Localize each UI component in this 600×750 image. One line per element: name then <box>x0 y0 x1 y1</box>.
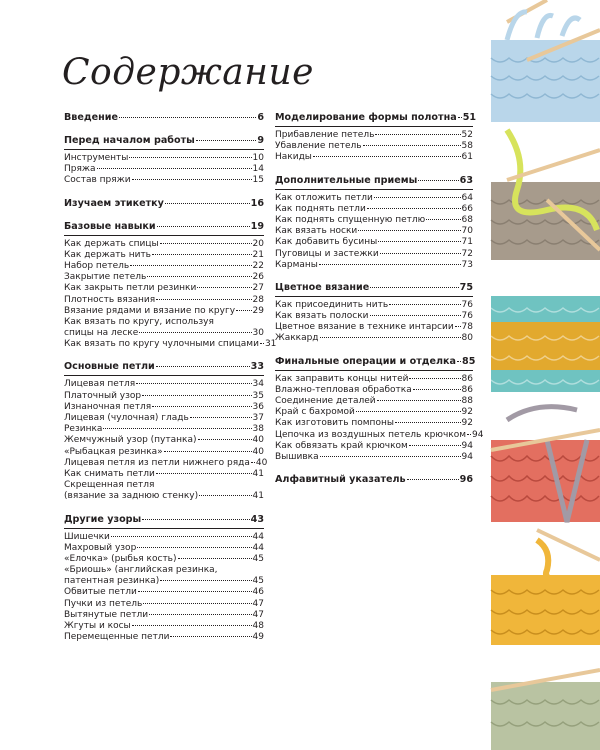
toc-section <box>275 355 484 464</box>
dot-leader <box>198 439 252 440</box>
gold-swatch-illustration <box>491 530 600 645</box>
page-number: 96 <box>459 474 473 486</box>
entry-title: Скрещенная петля <box>64 480 155 491</box>
page-number: 45 <box>252 576 264 587</box>
entry-title: Цепочка из воздушных петель крючком <box>275 429 466 440</box>
entry-title: Платочный узор <box>64 390 142 401</box>
page-number: 47 <box>252 598 264 609</box>
page-number: 94 <box>461 451 473 462</box>
section-title: Цветное вязание <box>275 281 370 293</box>
dot-leader <box>156 366 250 367</box>
dot-leader <box>380 253 461 254</box>
toc-entry <box>64 295 264 306</box>
toc-entry <box>275 374 473 385</box>
toc-section-heading <box>275 474 473 486</box>
toc-entry <box>275 249 473 260</box>
page-number: 78 <box>461 322 473 333</box>
knitting-illustration-strip <box>487 0 600 750</box>
entry-title: Резинка <box>64 424 103 435</box>
toc-entry <box>275 215 473 226</box>
section-title: Основные петли <box>64 361 155 373</box>
dot-leader <box>197 287 251 288</box>
page-number: 94 <box>461 440 473 451</box>
dot-leader <box>199 495 251 496</box>
toc-entry <box>275 193 473 204</box>
toc-entry <box>64 391 264 402</box>
toc-entry <box>275 226 473 237</box>
dot-leader <box>160 580 251 581</box>
page-number: 58 <box>461 141 473 152</box>
page-number: 33 <box>250 361 264 373</box>
dot-leader <box>377 400 461 401</box>
section-title: Базовые навыки <box>64 220 156 232</box>
toc-entry <box>275 418 473 429</box>
toc-section-heading <box>64 514 264 529</box>
toc-entry <box>275 333 473 344</box>
dot-leader <box>320 337 461 338</box>
entry-title: Лицевая петля из петли нижнего ряда <box>64 457 250 468</box>
dot-leader <box>138 591 252 592</box>
dot-leader <box>97 168 252 169</box>
entry-title: Пучки из петель <box>64 598 143 609</box>
section-title: Введение <box>64 112 119 123</box>
dot-leader <box>260 343 264 344</box>
dot-leader <box>251 462 255 463</box>
toc-entry <box>275 311 473 322</box>
entry-title: Карманы <box>275 259 318 270</box>
dot-leader <box>129 157 251 158</box>
page-number: 27 <box>252 283 264 294</box>
toc-entry <box>275 452 473 463</box>
dot-leader <box>170 636 251 637</box>
page-number: 19 <box>250 220 264 232</box>
blue-swatch-illustration <box>491 0 600 122</box>
entry-title: «Елочка» (рыбья кость) <box>64 553 177 564</box>
toc-entry <box>275 204 473 215</box>
page-number: 40 <box>252 446 264 457</box>
toc-section <box>64 514 264 644</box>
page-number: 47 <box>252 609 264 620</box>
page-number: 6 <box>257 112 264 123</box>
toc-entry <box>64 175 264 186</box>
page-number: 85 <box>462 355 476 367</box>
toc-right-column <box>275 112 484 497</box>
page-number: 26 <box>252 272 264 283</box>
dot-leader <box>363 145 461 146</box>
page-number: 80 <box>461 333 473 344</box>
entry-title: Плотность вязания <box>64 294 156 305</box>
entry-title: Махровый узор <box>64 542 137 553</box>
dot-leader <box>139 332 251 333</box>
toc-section-heading <box>64 198 264 210</box>
toc-section-heading <box>64 361 264 376</box>
toc-entry <box>64 543 264 554</box>
entry-title: Как обвязать край крючком <box>275 440 408 451</box>
dot-leader <box>149 614 251 615</box>
entry-title: Жемчужный узор (путанка) <box>64 435 197 446</box>
toc-section <box>64 112 264 124</box>
page-number: 29 <box>252 305 264 316</box>
page-number: 28 <box>252 294 264 305</box>
toc-section <box>275 282 473 345</box>
dot-leader <box>418 180 458 181</box>
entry-title: Как вязать по кругу чулочными спицами <box>64 339 259 350</box>
toc-entry <box>64 469 264 480</box>
dot-leader <box>409 445 461 446</box>
entry-title: Обвитые петли <box>64 587 137 598</box>
entry-title: Как поднять спущенную петлю <box>275 214 426 225</box>
entry-title: Влажно-тепловая обработка <box>275 384 412 395</box>
dot-leader <box>395 422 461 423</box>
entry-title: Закрытие петель <box>64 272 147 283</box>
toc-section-heading <box>275 282 473 297</box>
dot-leader <box>313 156 461 157</box>
page-number: 41 <box>252 491 264 502</box>
entry-title: Жгуты и косы <box>64 621 131 631</box>
toc-entry <box>64 610 264 621</box>
dot-leader <box>152 254 252 255</box>
page-number: 63 <box>459 174 473 186</box>
entry-title: Инструменты <box>64 153 129 163</box>
toc-section-heading <box>64 135 264 150</box>
coral-swatch-illustration <box>491 407 600 522</box>
toc-section <box>64 361 268 502</box>
dot-leader <box>164 451 252 452</box>
toc-entry <box>275 130 473 141</box>
toc-entry <box>64 532 264 543</box>
dot-leader <box>160 243 252 244</box>
toc-entry <box>275 407 473 418</box>
page-number: 40 <box>255 457 268 468</box>
page-number: 21 <box>252 249 264 260</box>
dot-leader <box>165 203 250 204</box>
toc-entry-continuation <box>64 328 264 339</box>
toc-entry <box>64 480 264 491</box>
page-number: 92 <box>461 407 473 418</box>
dot-leader <box>156 473 252 474</box>
page-number: 38 <box>252 424 264 435</box>
entry-title: Как закрыть петли резинки <box>64 283 197 294</box>
page-number: 14 <box>252 164 264 175</box>
entry-title: Как добавить бусины <box>275 237 378 248</box>
dot-leader <box>143 603 251 604</box>
page-number: 64 <box>461 192 473 203</box>
dot-leader <box>370 315 461 316</box>
dot-leader <box>409 378 460 379</box>
page-number: 72 <box>461 248 473 259</box>
section-title: Финальные операции и отделка <box>275 355 457 367</box>
toc-entry <box>64 261 264 272</box>
toc-section-heading <box>64 221 264 236</box>
entry-title: Как вязать полоски <box>275 311 369 322</box>
toc-section <box>275 175 473 271</box>
section-title: Алфавитный указатель <box>275 474 406 486</box>
dot-leader <box>111 536 252 537</box>
toc-section-heading <box>275 112 477 127</box>
toc-entry-continuation <box>64 576 264 587</box>
toc-section <box>64 135 264 187</box>
dot-leader <box>132 625 252 626</box>
dot-leader <box>356 411 461 412</box>
entry-title: Пуговицы и застежки <box>275 248 379 259</box>
page-number: 45 <box>252 553 264 564</box>
toc-entry <box>275 141 473 152</box>
page-number: 66 <box>461 203 473 214</box>
dot-leader <box>190 417 252 418</box>
dot-leader <box>132 179 252 180</box>
toc-section-heading <box>275 175 473 190</box>
entry-title: Край с бахромой <box>275 407 355 418</box>
toc-entry <box>64 424 264 435</box>
toc-section-heading <box>275 355 476 371</box>
toc-entry <box>275 260 473 271</box>
toc-entry <box>64 250 264 261</box>
entry-title: Набор петель <box>64 260 130 271</box>
page-number: 15 <box>252 175 264 186</box>
entry-title: Перемещенные петли <box>64 632 170 643</box>
toc-entry <box>64 435 264 446</box>
dot-leader <box>178 558 252 559</box>
toc-entry <box>64 164 264 175</box>
dot-leader <box>426 219 460 220</box>
section-title: Перед началом работы <box>64 135 195 146</box>
dot-leader <box>370 287 458 288</box>
sage-swatch-illustration <box>491 670 600 750</box>
dot-leader <box>196 140 256 141</box>
toc-entry <box>64 402 264 413</box>
page-number: 20 <box>252 238 264 249</box>
page-number: 43 <box>250 513 264 525</box>
toc-entry <box>275 322 473 333</box>
page-number: 36 <box>252 401 264 412</box>
page-number: 68 <box>461 214 473 225</box>
page-number: 71 <box>461 237 473 248</box>
page-number: 88 <box>461 396 473 406</box>
entry-title: Убавление петель <box>275 141 362 152</box>
page-number: 16 <box>250 197 264 209</box>
dot-leader <box>142 395 251 396</box>
page-number: 49 <box>252 632 264 643</box>
toc-entry <box>275 300 473 311</box>
entry-title: Вязание рядами и вязание по кругу <box>64 305 236 316</box>
dot-leader <box>467 434 471 435</box>
page-number: 34 <box>252 379 264 390</box>
toc-entry-continuation <box>64 491 264 502</box>
entry-title-continuation: спицы на леске <box>64 328 139 339</box>
entry-title: Накиды <box>275 152 312 163</box>
entry-title: Состав пряжи <box>64 175 131 186</box>
page-number: 46 <box>252 587 264 598</box>
dot-leader <box>455 326 461 327</box>
striped-swatch-illustration <box>491 296 600 392</box>
dot-leader <box>407 479 459 480</box>
toc-entry <box>64 632 264 643</box>
page-title: Содержание <box>62 52 314 93</box>
dot-leader <box>156 299 251 300</box>
taupe-swatch-illustration <box>491 130 600 260</box>
dot-leader <box>458 117 462 118</box>
dot-leader <box>157 226 250 227</box>
page-number: 9 <box>257 135 264 146</box>
entry-title: Как вязать носки <box>275 226 358 237</box>
entry-title: Как присоединить нить <box>275 299 389 310</box>
entry-title: Как держать спицы <box>64 238 159 249</box>
entry-title: Как отложить петли <box>275 192 373 203</box>
page-number: 44 <box>252 542 264 553</box>
page-number: 30 <box>252 328 264 339</box>
page-number: 86 <box>461 373 473 384</box>
page-number: 76 <box>461 299 473 310</box>
entry-title: Цветное вязание в технике интарсии <box>275 322 454 333</box>
toc-entry <box>275 152 473 163</box>
entry-title: Как вязать по кругу, используя <box>64 316 214 327</box>
page-number: 10 <box>252 153 264 163</box>
toc-section <box>275 112 477 164</box>
dot-leader <box>152 406 251 407</box>
entry-title: «Бриошь» (английская резинка, <box>64 565 218 576</box>
entry-title: Как держать нить <box>64 249 151 260</box>
page-number: 44 <box>252 531 264 542</box>
section-title: Моделирование формы полотна <box>275 112 457 123</box>
page-number: 61 <box>461 152 473 163</box>
toc-entry <box>64 272 264 283</box>
toc-entry <box>64 379 264 390</box>
toc-section-heading <box>64 112 264 124</box>
toc-entry <box>64 153 264 164</box>
page-number: 92 <box>461 418 473 429</box>
toc-entry <box>275 385 473 396</box>
entry-title: Изнаночная петля <box>64 401 152 412</box>
dot-leader <box>367 208 461 209</box>
toc-entry <box>64 283 264 294</box>
toc-entry <box>64 554 264 565</box>
toc-entry <box>64 621 264 632</box>
toc-entry <box>64 413 264 424</box>
entry-title: Вытянутые петли <box>64 609 149 620</box>
dot-leader <box>378 241 460 242</box>
entry-title: «Рыбацкая резинка» <box>64 446 163 457</box>
entry-title: Соединение деталей <box>275 396 376 406</box>
dot-leader <box>142 519 249 520</box>
dot-leader <box>319 264 461 265</box>
page-number: 73 <box>461 259 473 270</box>
toc-entry <box>64 599 264 610</box>
toc-section <box>64 198 264 210</box>
entry-title: Пряжа <box>64 164 96 175</box>
entry-title: Как заправить концы нитей <box>275 373 409 384</box>
dot-leader <box>358 230 460 231</box>
page-number: 76 <box>461 311 473 322</box>
dot-leader <box>103 428 251 429</box>
entry-title: Как изготовить помпоны <box>275 418 394 429</box>
dot-leader <box>147 276 251 277</box>
page-number: 37 <box>252 413 264 423</box>
section-title: Другие узоры <box>64 513 142 525</box>
entry-title: Жаккард <box>275 333 319 344</box>
page-number: 70 <box>461 226 473 237</box>
section-title: Дополнительные приемы <box>275 174 418 186</box>
page-number: 40 <box>252 435 264 446</box>
toc-entry <box>275 441 473 452</box>
page-number: 75 <box>459 281 473 293</box>
entry-title: Лицевая (чулочная) гладь <box>64 413 189 423</box>
page-number: 86 <box>461 384 473 395</box>
toc-entry <box>64 447 264 458</box>
page-number: 51 <box>462 112 477 123</box>
toc-entry <box>64 339 277 350</box>
entry-title: Шишечки <box>64 531 110 542</box>
entry-title: Как поднять петли <box>275 203 366 214</box>
toc-section <box>275 474 473 486</box>
toc-entry <box>275 396 473 407</box>
toc-entry <box>64 587 264 598</box>
dot-leader <box>375 134 460 135</box>
entry-title: Прибавление петель <box>275 130 375 140</box>
dot-leader <box>374 197 461 198</box>
dot-leader <box>236 310 252 311</box>
dot-leader <box>119 117 256 118</box>
dot-leader <box>413 389 461 390</box>
page-number: 22 <box>252 260 264 271</box>
toc-entry <box>64 457 268 469</box>
toc-entry <box>64 239 264 250</box>
section-title: Изучаем этикетку <box>64 197 164 209</box>
entry-title: Как снимать петли <box>64 468 155 479</box>
entry-title-continuation: патентная резинка) <box>64 576 160 587</box>
page-number: 94 <box>472 429 484 440</box>
entry-title: Вышивка <box>275 451 319 462</box>
dot-leader <box>320 456 461 457</box>
toc-left-column <box>64 112 277 654</box>
entry-title: Лицевая петля <box>64 379 136 390</box>
dot-leader <box>136 383 251 384</box>
page-number: 41 <box>252 468 264 479</box>
dot-leader <box>457 361 461 362</box>
dot-leader <box>389 304 460 305</box>
page-number: 52 <box>461 130 473 140</box>
toc-section <box>64 220 277 351</box>
page-number: 31 <box>264 339 277 350</box>
page-number: 35 <box>252 390 264 401</box>
toc-entry <box>64 317 264 328</box>
toc-entry <box>64 306 264 317</box>
dot-leader <box>130 265 251 266</box>
toc-entry <box>275 429 484 441</box>
entry-title-continuation: (вязание за заднюю стенку) <box>64 491 199 502</box>
dot-leader <box>137 547 251 548</box>
toc-entry <box>64 565 264 576</box>
page-number: 48 <box>252 621 264 631</box>
toc-entry <box>275 237 473 248</box>
